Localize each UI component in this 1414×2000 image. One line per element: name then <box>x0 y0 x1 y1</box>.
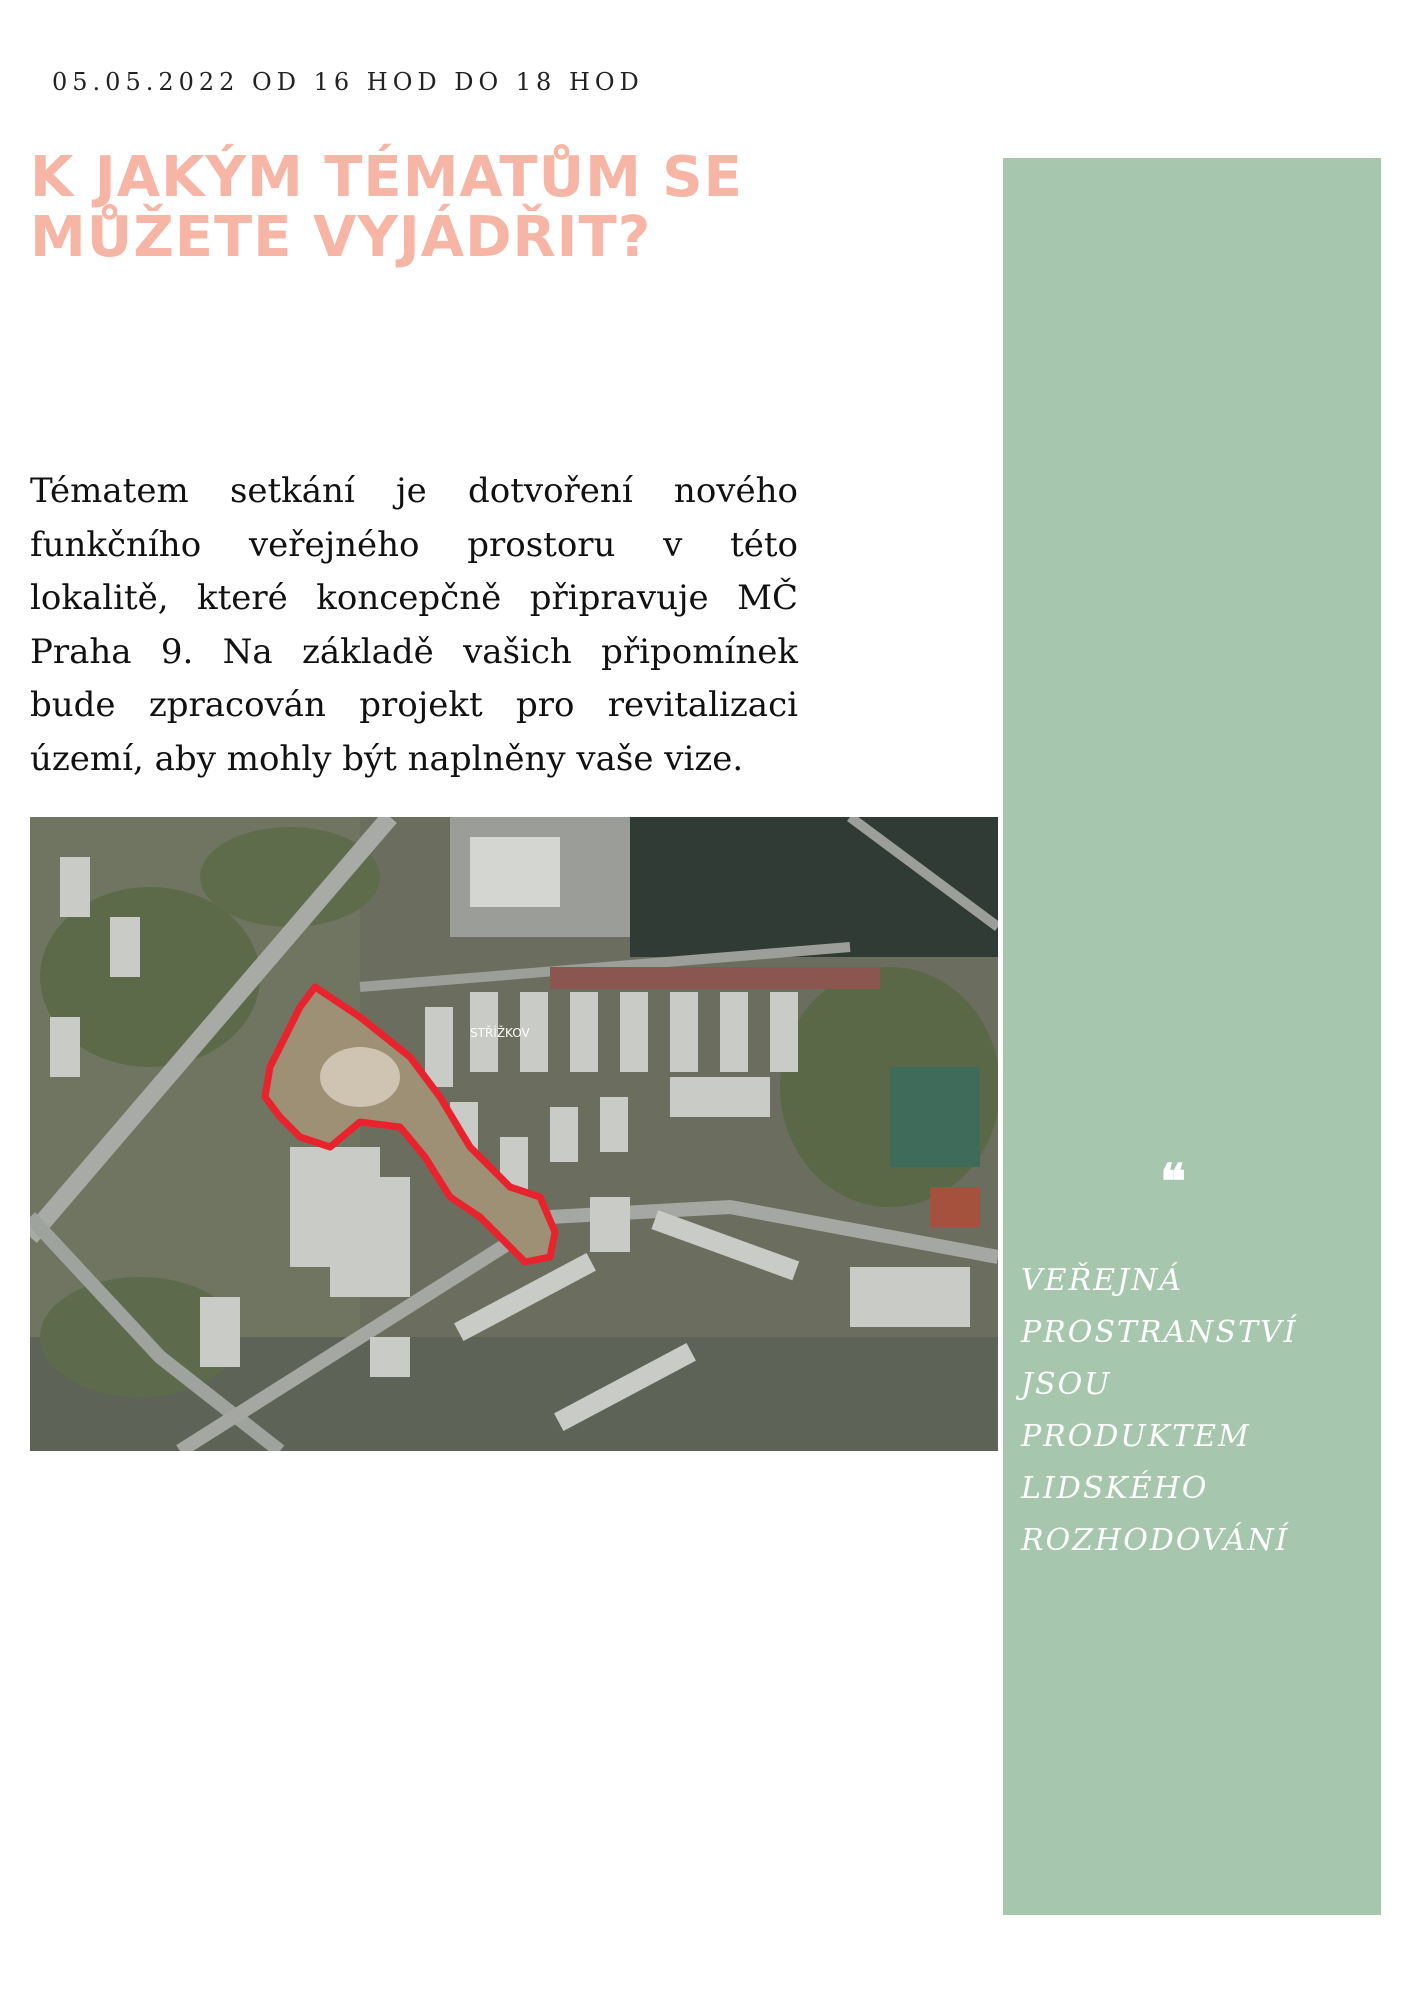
quote-line: PRODUKTEM <box>1021 1419 1251 1454</box>
intro-paragraph: Tématem setkání je dotvoření nového funkčního veřejného prostoru v této lokalitě, které koncepčně připravuje MČ Praha 9. Na základě vašich připomínek bude zpracován projekt pro revitalizaci území, aby mohly být naplněny vaše vize. <box>30 471 798 779</box>
page-title: K JAKÝM TÉMATŮM SE MŮŽETE VYJÁDŘIT? <box>30 145 743 270</box>
event-date: 05.05.2022 OD 16 HOD DO 18 HOD <box>52 68 644 96</box>
quote-line: JSOU <box>1021 1367 1112 1402</box>
quote-icon: ❝ <box>1160 1154 1186 1210</box>
sidebar-panel <box>1003 158 1381 1915</box>
quote-line: VEŘEJNÁ <box>1021 1263 1183 1298</box>
quote-line: LIDSKÉHO <box>1021 1471 1209 1506</box>
quote-line: ROZHODOVÁNÍ <box>1021 1523 1290 1558</box>
aerial-map <box>30 817 998 1451</box>
quote-line: PROSTRANSTVÍ <box>1021 1315 1298 1350</box>
map-place-label: STŘÍŽKOV <box>470 1026 530 1040</box>
sidebar-quote <box>1021 1255 1361 1567</box>
sports-field <box>890 1067 980 1167</box>
